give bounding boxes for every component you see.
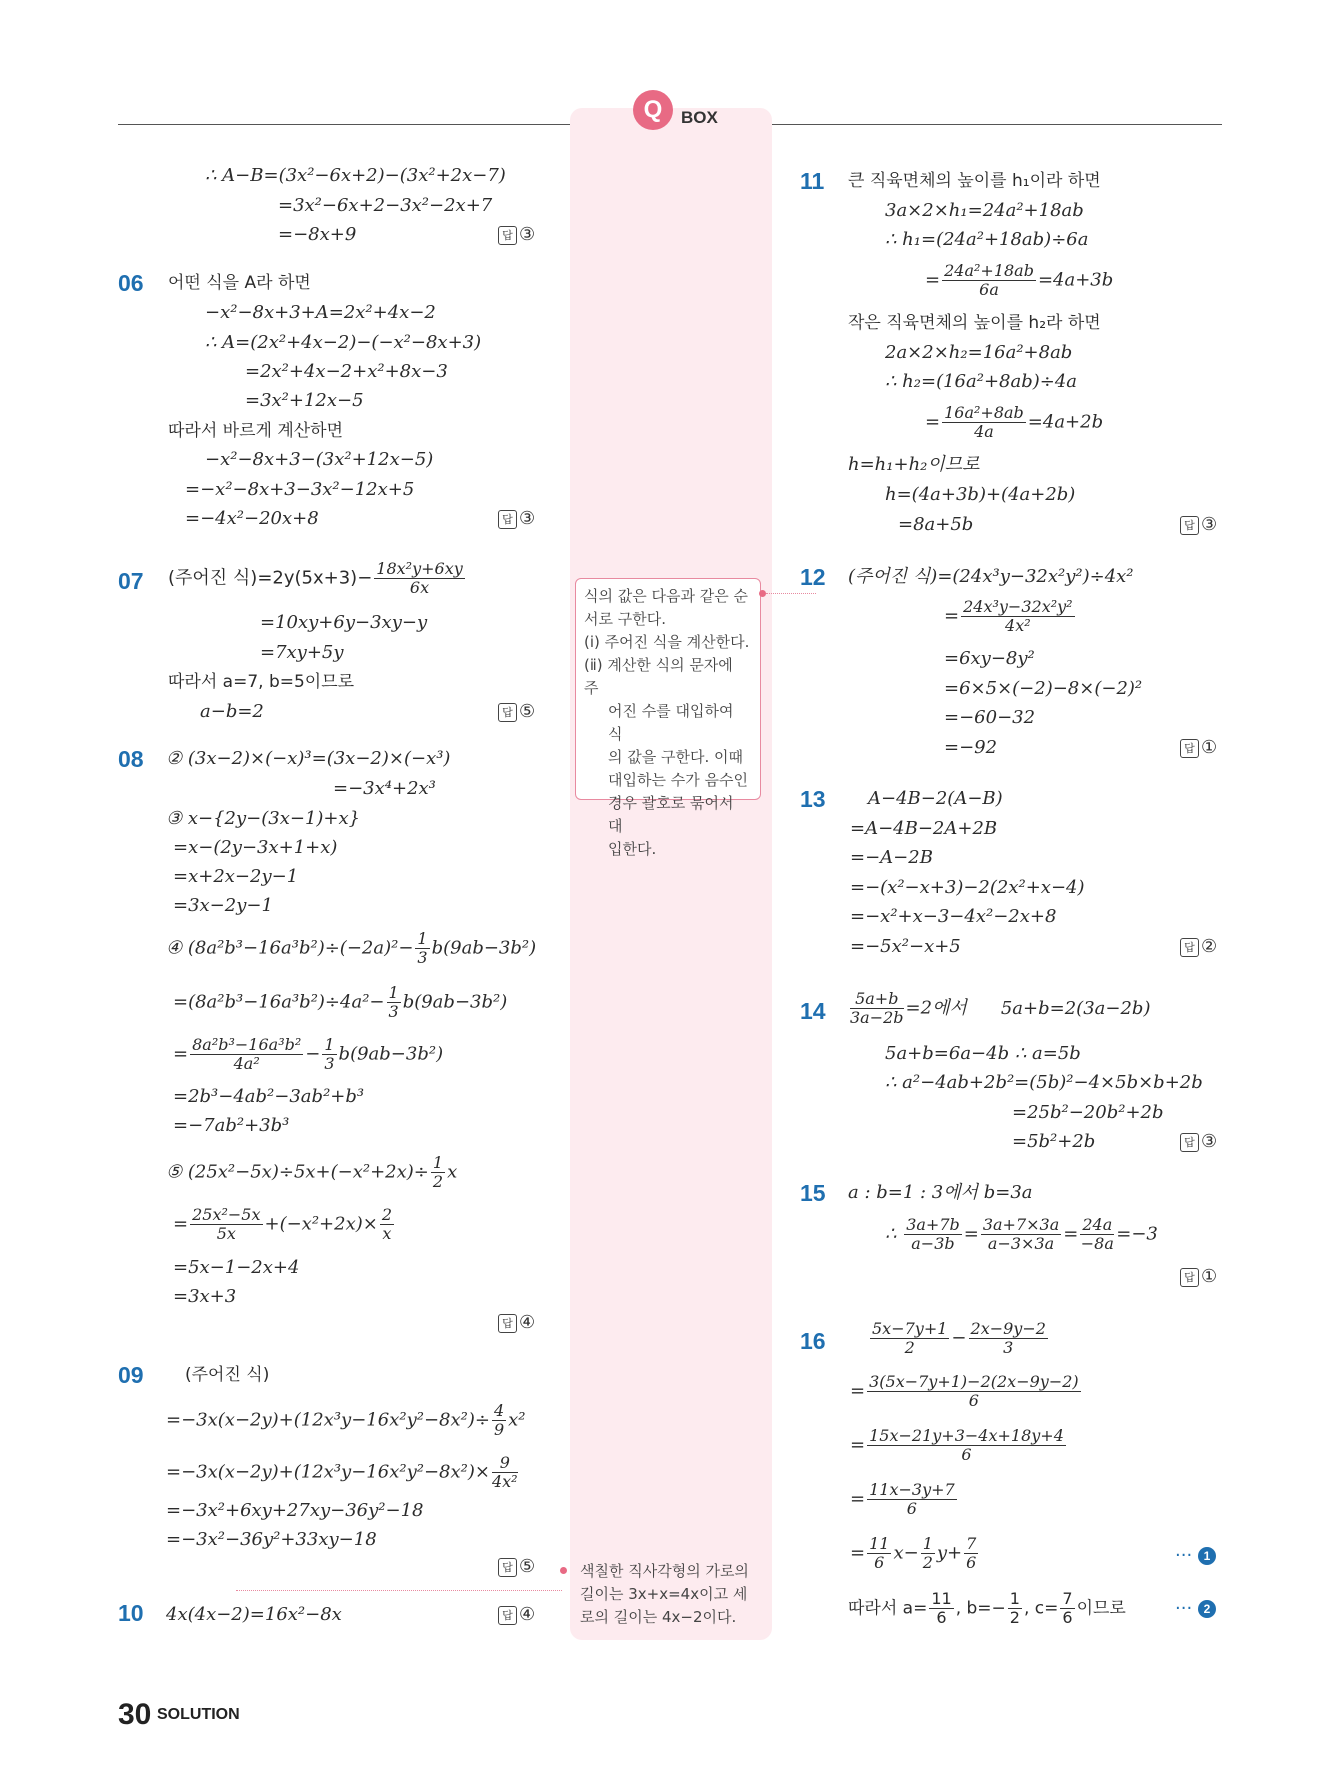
connector-dot [560,1567,567,1574]
line: = $\frac{\text{8a²b³−16a³b²}}{\text{4a²}}$ − $\frac{1}{3}$ b(9ab−3b²) [173,1035,444,1073]
line: =5x−1−2x+4 [173,1257,300,1278]
line: =x+2x−2y−1 [173,866,299,887]
line: A−4B−2(A−B) [868,788,1003,809]
question-number: 11 [800,168,825,194]
line: = $\frac{3(5x-7y+1)-2(2x-9y-2)}{6}$ [850,1372,1079,1410]
line: =8a+5b [898,514,974,535]
line: h=h₁+h₂이므로 [848,454,980,475]
line: =−x²+x−3−4x²−2x+8 [850,906,1057,927]
connector-line [766,593,816,594]
answer-11: 답 ③ [1180,514,1217,535]
line: =25b²−20b²+2b [1012,1102,1164,1123]
line: = $\frac{\text{24a²+18ab}}{6a}$ =4a+3b [925,261,1114,299]
line: =x−(2y−3x+1+x) [173,837,338,858]
line: 어떤 식을 A라 하면 [168,273,311,293]
line: 큰 직육면체의 높이를 h₁이라 하면 [848,171,1101,191]
question-number: 12 [800,564,826,590]
line: 따라서 a=7, b=5이므로 [168,672,355,692]
page-number: 30 [118,1698,152,1731]
header-rule-right [772,124,1222,125]
line: a−b=2 [200,701,264,722]
line: =3x²−6x+2−3x²−2x+7 [278,195,493,216]
line: =7xy+5y [260,642,344,663]
line: ⑤ (25x²−5x)÷5x+(−x²+2x)÷ $\frac{1}{2}$ x [166,1153,458,1191]
answer-05: 답 ③ [498,224,535,245]
line: 3a×2×h₁=24a²+18ab [885,200,1084,221]
header-rule-left [118,124,570,125]
note-line: 길이는 3x+x=4x이고 세 [580,1585,748,1603]
line: ② (3x−2)×(−x)³=(3x−2)×(−x³) [166,748,451,769]
q-badge: Q [633,90,673,130]
line: = $\frac{11x-3y+7}{6}$ [850,1480,955,1518]
note-line: (ⅱ) 계산한 식의 문자에 주 [584,656,733,697]
line: =−x²−8x+3−3x²−12x+5 [185,479,415,500]
line: 작은 직육면체의 높이를 h₂라 하면 [848,313,1101,333]
line: = $\frac{11}{6}$ x− $\frac{1}{2}$ y+ $\frac{7}{6}$ [850,1534,977,1572]
note-line: 식의 값은 다음과 같은 순 [584,587,748,605]
answer-08: 답 ④ [498,1312,535,1333]
line: =2b³−4ab²−3ab²+b³ [173,1086,365,1107]
line: =−4x²−20x+8 [185,508,319,529]
line: =−92 [944,737,998,758]
line: ∴ h₁=(24a²+18ab)÷6a [885,229,1089,250]
line: 따라서 바르게 계산하면 [168,421,344,441]
line: =6xy−8y² [944,648,1035,669]
answer-13: 답 ② [1180,936,1217,957]
line: = $\frac{\text{24x³y−32x²y²}}{\text{4x²}}$ [944,597,1073,635]
step-marker-1: ··· 1 [1175,1545,1216,1566]
line: $\frac{5x-7y+1}{2}$ − $\frac{2x-9y-2}{3}$ [872,1319,1046,1357]
line: =10xy+6y−3xy−y [260,612,428,633]
note-line: 입한다. [608,840,657,858]
line: 4x(4x−2)=16x²−8x [166,1604,342,1625]
line: = $\frac{\text{16a²+8ab}}{4a}$ =4a+2b [925,403,1104,441]
qbox-note-2 [580,1560,766,1629]
question-number: 07 [118,568,144,594]
line: −x²−8x+3−(3x²+12x−5) [205,449,434,470]
answer-09: 답 ⑤ [498,1556,535,1577]
line: (주어진 식)=(24x³y−32x²y²)÷4x² [848,566,1134,587]
note-line: 로의 길이는 4x−2이다. [580,1608,737,1626]
answer-12: 답 ① [1180,737,1217,758]
line: ∴ A=(2x²+4x−2)−(−x²−8x+3) [205,332,482,353]
note-line: 의 값을 구한다. 이때 [608,748,743,766]
question-number: 15 [800,1180,826,1206]
line: =3x²+12x−5 [245,390,364,411]
step-marker-2: ··· 2 [1175,1598,1216,1619]
line: =−3x(x−2y)+(12x³y−16x²y²−8x²)× $\frac{9}{\text{4x²}}$ [166,1453,518,1491]
connector-dot [759,590,766,597]
line: =5b²+2b [1012,1131,1096,1152]
line: 따라서 a= $\frac{11}{6}$ , b=− $\frac{1}{2}$ , c= $\frac{7}{6}$ 이므로 [848,1589,1126,1627]
question-number: 06 [118,270,144,296]
line: =(8a²b³−16a³b²)÷4a²− $\frac{1}{3}$ b(9ab−3b²) [173,983,508,1021]
line: =−7ab²+3b³ [173,1115,290,1136]
question-number: 16 [800,1328,826,1354]
note-line: 서로 구한다. [584,610,666,628]
line: (주어진 식)=2y(5x+3)− $\frac{\text{18x²y+6xy}}{6x}$ [168,559,463,597]
line: =2x²+4x−2+x²+8x−3 [245,361,448,382]
answer-15: 답 ① [1180,1266,1217,1287]
note-line: 대입하는 수가 음수인 [608,771,748,789]
connector-line [236,1590,562,1591]
line: =−8x+9 [278,224,357,245]
question-number: 13 [800,786,826,812]
line: =−3x(x−2y)+(12x³y−16x²y²−8x²)÷ $\frac{4}{9}$ x² [166,1401,526,1439]
line: =6×5×(−2)−8×(−2)² [944,678,1143,699]
line: =−60−32 [944,707,1036,728]
question-number: 09 [118,1362,144,1388]
answer-10: 답 ④ [498,1604,535,1625]
line: =3x+3 [173,1286,237,1307]
question-number: 10 [118,1600,144,1626]
line: h=(4a+3b)+(4a+2b) [885,484,1076,505]
line: 2a×2×h₂=16a²+8ab [885,342,1073,363]
answer-07: 답 ⑤ [498,701,535,722]
line: =A−4B−2A+2B [850,818,998,839]
question-number: 14 [800,998,826,1024]
note-line: 색칠한 직사각형의 가로의 [580,1562,749,1580]
answer-14: 답 ③ [1180,1131,1217,1152]
line: $\frac{5a+b}{3a-2b}$ =2에서 5a+b=2(3a−2b) [850,989,1151,1027]
line: 5a+b=6a−4b ∴ a=5b [885,1043,1081,1064]
line: =−3x²−36y²+33xy−18 [166,1529,377,1550]
line: ∴ A−B=(3x²−6x+2)−(3x²+2x−7) [205,165,506,186]
note-line: 어진 수를 대입하여 식 [608,702,734,743]
line: =−3x⁴+2x³ [333,778,436,799]
line: ∴ $\frac{3a+7b}{a-3b}$ = $\frac{3a+7\times 3a}{a-3\times 3a}$ = $\frac{24a}{-8a}$ =−3 [885,1215,1158,1253]
line: =−A−2B [850,847,933,868]
line: (주어진 식) [185,1365,270,1385]
line: a : b=1 : 3에서 b=3a [848,1182,1033,1203]
line: −x²−8x+3+A=2x²+4x−2 [205,302,436,323]
answer-06: 답 ③ [498,508,535,529]
line: =3x−2y−1 [173,895,273,916]
footer-label: SOLUTION [157,1706,240,1723]
line: = $\frac{\text{25x²−5x}}{5x}$ +(−x²+2x)× $\frac{2}{x}$ [173,1205,393,1243]
qbox-note-1 [575,578,761,858]
question-number: 08 [118,746,144,772]
line: ③ x−{2y−(3x−1)+x} [166,808,361,829]
line: = $\frac{15x-21y+3-4x+18y+4}{6}$ [850,1426,1064,1464]
line: =−5x²−x+5 [850,936,961,957]
note-line: 경우 괄호로 묶어서 대 [608,794,734,835]
line: ∴ a²−4ab+2b²=(5b)²−4×5b×b+2b [885,1072,1203,1093]
line: =−(x²−x+3)−2(2x²+x−4) [850,877,1085,898]
qbox-label: BOX [681,108,718,127]
qbox-column [570,108,772,1640]
line: ∴ h₂=(16a²+8ab)÷4a [885,371,1078,392]
line: ④ (8a²b³−16a³b²)÷(−2a)²− $\frac{1}{3}$ b(9ab−3b²) [166,929,537,967]
line: =−3x²+6xy+27xy−36y²−18 [166,1500,424,1521]
note-line: (ⅰ) 주어진 식을 계산한다. [584,633,750,651]
